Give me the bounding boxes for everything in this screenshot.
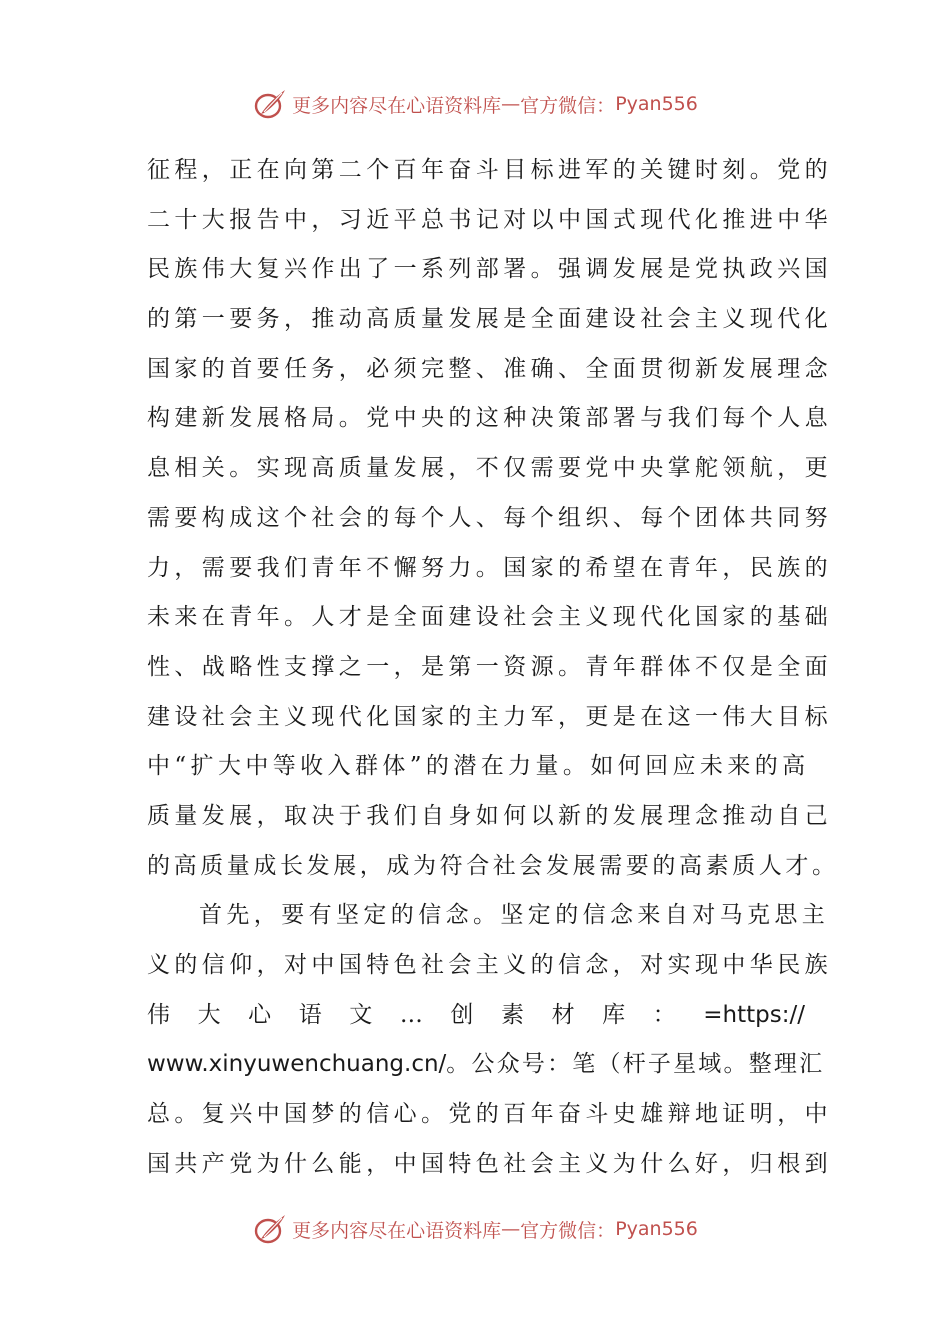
body-line: 国共产党为什么能，中国特色社会主义为什么好，归根到: [147, 1150, 832, 1177]
footer-wechat-id: Pyan556: [615, 1218, 698, 1240]
body-line: 国家的首要任务，必须完整、准确、全面贯彻新发展理念: [147, 355, 832, 382]
body-line: 性、战略性支撑之一，是第一资源。青年群体不仅是全面: [147, 653, 832, 680]
footer-title: 更多内容尽在心语资料库: [292, 1219, 502, 1242]
url-text: www.xinyuwenchuang.cn/: [147, 1051, 447, 1078]
body-line: 二十大报告中，习近平总书记对以中国式现代化推进中华: [147, 206, 832, 233]
quill-pen-logo-icon: [252, 1211, 288, 1247]
body-line: 首先，要有坚定的信念。坚定的信念来自对马克思主: [199, 902, 830, 929]
body-line: 质量发展，取决于我们自身如何以新的发展理念推动自己: [147, 802, 832, 829]
body-line: 的高质量成长发展，成为符合社会发展需要的高素质人才。: [147, 852, 839, 879]
body-text: 。公众号：笔（杆子星域。整理汇: [446, 1051, 825, 1078]
body-line-with-url: [147, 991, 805, 1041]
quill-pen-logo-icon: [252, 86, 288, 122]
footer-separator: —: [501, 1218, 521, 1240]
body-line: 息相关。实现高质量发展，不仅需要党中央掌舵领航，更: [147, 455, 832, 482]
footer-banner: [0, 1209, 950, 1249]
url-fragment: =https://: [703, 1001, 805, 1028]
header-wechat-id: Pyan556: [615, 93, 698, 115]
body-line: 未来在青年。人才是全面建设社会主义现代化国家的基础: [147, 604, 832, 631]
footer-wechat-label: 官方微信：: [520, 1219, 616, 1242]
body-text: 伟大心语文…创素材库：: [147, 1001, 704, 1028]
document-body: [147, 146, 839, 1189]
body-line: 构建新发展格局。党中央的这种决策部署与我们每个人息: [147, 405, 832, 432]
body-line-with-url: [147, 1040, 825, 1090]
body-line: 中“扩大中等收入群体”的潜在力量。如何回应未来的高: [147, 753, 810, 780]
body-line: 的第一要务，推动高质量发展是全面建设社会主义现代化: [147, 306, 832, 333]
body-line: 总。复兴中国梦的信心。党的百年奋斗史雄辩地证明，中: [147, 1101, 832, 1128]
body-line: 民族伟大复兴作出了一系列部署。强调发展是党执政兴国: [147, 256, 832, 283]
header-title: 更多内容尽在心语资料库: [292, 94, 502, 117]
body-line: 需要构成这个社会的每个人、每个组织、每个团体共同努: [147, 504, 832, 531]
header-wechat-label: 官方微信：: [520, 94, 616, 117]
body-line: 征程，正在向第二个百年奋斗目标进军的关键时刻。党的: [147, 157, 832, 183]
body-line: 建设社会主义现代化国家的主力军，更是在这一伟大目标: [147, 703, 832, 730]
body-line: 力，需要我们青年不懈努力。国家的希望在青年，民族的: [147, 554, 832, 581]
header-banner: [0, 84, 950, 124]
header-separator: —: [501, 93, 521, 115]
body-line: 义的信仰，对中国特色社会主义的信念，对实现中华民族: [147, 952, 832, 978]
